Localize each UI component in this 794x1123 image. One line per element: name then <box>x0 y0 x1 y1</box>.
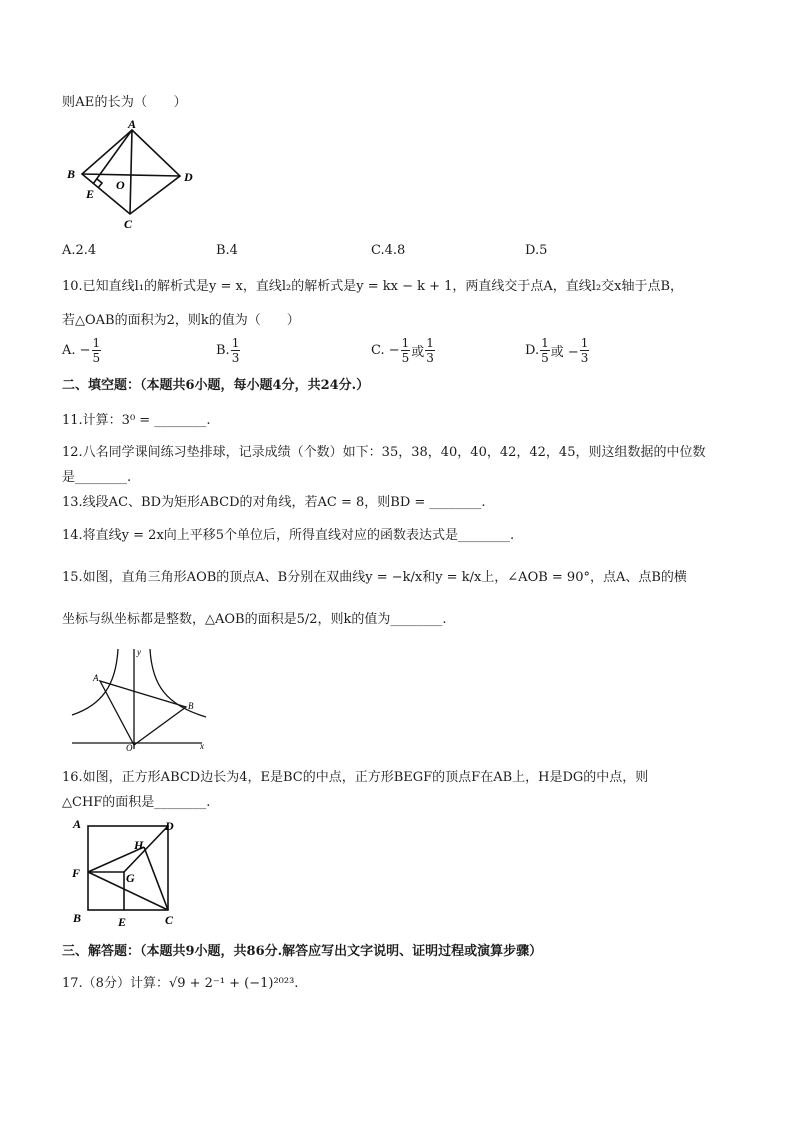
svg-text:B: B <box>188 701 194 711</box>
q14: 14.将直线y = 2x向上平移5个单位后，所得直线对应的函数表达式是________. <box>62 528 515 543</box>
svg-text:F: F <box>72 866 81 880</box>
svg-text:E: E <box>118 915 127 928</box>
section3-title: 三、解答题：（本题共9小题，共86分.解答应写出文字说明、证明过程或演算步骤） <box>62 944 543 959</box>
svg-text:B: B <box>73 911 82 925</box>
svg-text:H: H <box>134 838 144 852</box>
svg-text:C: C <box>165 913 174 927</box>
svg-text:C: C <box>124 217 133 230</box>
q10-option-b: B. $\frac{1}{3}$ <box>216 336 240 365</box>
svg-text:x: x <box>200 741 204 751</box>
svg-text:E: E <box>86 187 95 201</box>
q15-line1: 15.如图，直角三角形AOB的顶点A、B分别在双曲线y = −k/x和y = k/x上，∠AOB = 90°，点A、点B的横 <box>62 570 687 585</box>
svg-text:A: A <box>128 118 137 131</box>
svg-text:G: G <box>126 871 135 885</box>
q15-hyperbola-figure <box>62 645 212 753</box>
q10-line1: 10.已知直线l₁的解析式是y = x，直线l₂的解析式是y = kx − k + 1，两直线交于点A，直线l₂交x轴于点B， <box>62 279 684 294</box>
svg-text:B: B <box>67 167 76 181</box>
q16-line1: 16.如图，正方形ABCD边长为4，E是BC的中点，正方形BEGF的顶点F在AB上，H是DG的中点，则 <box>62 770 649 785</box>
q9-option-a: A.2.4 <box>62 243 97 258</box>
q9-rhombus-figure <box>60 118 200 230</box>
q16-square-figure <box>68 816 198 928</box>
svg-text:y: y <box>137 647 141 657</box>
q9-option-c: C.4.8 <box>371 243 406 258</box>
q13: 13.线段AC、BD为矩形ABCD的对角线，若AC = 8，则BD = ________. <box>62 495 486 510</box>
svg-text:O: O <box>126 743 133 753</box>
q9-option-b: B.4 <box>216 243 238 258</box>
svg-text:D: D <box>165 819 174 833</box>
q11: 11.计算：3⁰ = ________. <box>62 413 211 428</box>
svg-text:A: A <box>93 673 99 683</box>
q12-line1: 12.八名同学课间练习垫排球，记录成绩（个数）如下：35，38，40，40，42，42，45，则这组数据的中位数 <box>62 445 706 460</box>
q16-line2: △CHF的面积是________. <box>62 795 211 810</box>
svg-text:O: O <box>116 178 125 192</box>
q10-option-a: A. − $\frac{1}{5}$ <box>62 336 101 365</box>
q10-option-d: D. $\frac{1}{5}$ 或 − $\frac{1}{3}$ <box>525 336 589 365</box>
svg-text:A: A <box>73 817 82 831</box>
q9-option-d: D.5 <box>525 243 548 258</box>
svg-text:D: D <box>184 170 193 184</box>
q9-stem <box>62 91 187 110</box>
q12-line2: 是________. <box>62 470 132 485</box>
q17: 17.（8分）计算：√9 + 2⁻¹ + (−1)²⁰²³. <box>62 976 299 991</box>
q9-stem-text: 则AE的长为（ ） <box>62 95 187 110</box>
q10-option-c: C. − $\frac{1}{5}$ 或 $\frac{1}{3}$ <box>371 336 434 365</box>
section2-title: 二、填空题：（本题共6小题，每小题4分，共24分.） <box>62 378 370 393</box>
q10-line2: 若△OAB的面积为2，则k的值为（ ） <box>62 313 300 328</box>
q15-line2: 坐标与纵坐标都是整数，△AOB的面积是5/2，则k的值为________. <box>62 612 447 627</box>
